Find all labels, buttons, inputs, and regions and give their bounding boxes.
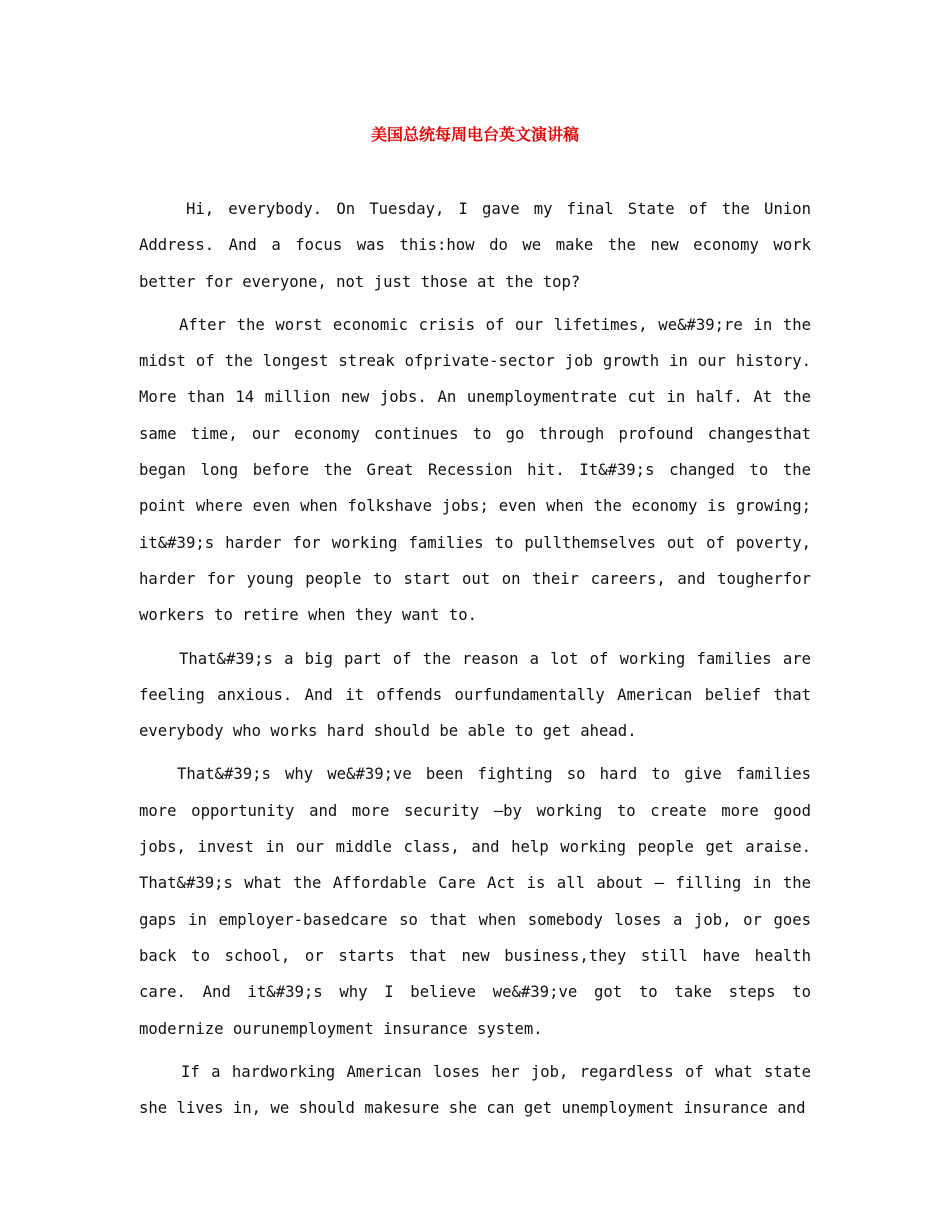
paragraph: That&#39;s why we&#39;ve been fighting so hard to give families more opportunity and more security –by working to create more good jobs, invest in our middle class, and help working people get araise. That&#39;s what the Affordable Care Act is all about – filling in the gaps in employer-basedcare so that when somebody loses a job, or goes back to school, or starts that new business,they still have health care. And it&#39;s why I believe we&#39;ve got to take steps to modernize ourunemployment insurance system. — [139, 765, 811, 1038]
paragraph: That&#39;s a big part of the reason a lot of working families are feeling anxious. And it offends ourfundamentally American belief that everybody who works hard should be able to get ahead. — [139, 649, 811, 741]
document-body — [139, 191, 811, 1133]
paragraph: After the worst economic crisis of our lifetimes, we&#39;re in the midst of the longest streak ofprivate-sector job growth in our history. More than 14 million new jobs. An unemploymentrate cut in half. At the same time, our economy continues to go through profound changesthat began long before the Great Recession hit. It&#39;s changed to the point where even when folkshave jobs; even when the economy is growing; it&#39;s harder for working families to pullthemselves out of poverty, harder for young people to start out on their careers, and tougherfor workers to retire when they want to. — [139, 315, 811, 625]
paragraph: Hi, everybody. On Tuesday, I gave my final State of the Union Address. And a focus was this:how do we make the new economy work better for everyone, not just those at the top? — [139, 200, 811, 291]
paragraph: If a hardworking American loses her job, regardless of what state she lives in, we should makesure she can get unemployment insurance and — [139, 1062, 811, 1118]
document-title: 美国总统每周电台英文演讲稿 — [370, 125, 579, 144]
